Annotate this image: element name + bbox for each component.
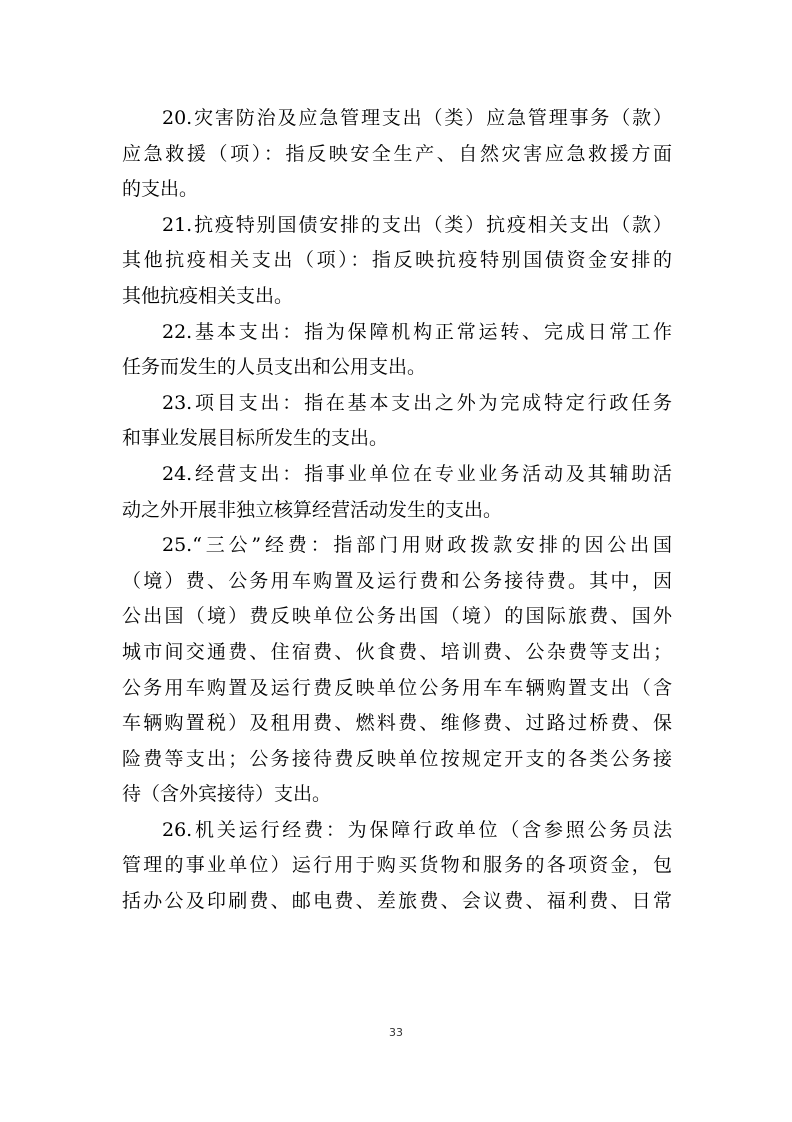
text-line: （境）费、公务用车购置及运行费和公务接待费。其中，因 bbox=[122, 569, 672, 592]
text-line: 的支出。 bbox=[122, 178, 199, 201]
text-line: 22.基本支出：指为保障机构正常运转、完成日常工作 bbox=[162, 320, 672, 343]
paragraph-item-20 bbox=[122, 101, 672, 208]
text-line: 括办公及印刷费、邮电费、差旅费、会议费、福利费、日常 bbox=[122, 890, 672, 913]
text-line: 险费等支出；公务接待费反映单位按规定开支的各类公务接 bbox=[122, 747, 672, 770]
text-line: 公出国（境）费反映单位公务出国（境）的国际旅费、国外 bbox=[122, 605, 672, 628]
text-line: 公务用车购置及运行费反映单位公务用车车辆购置支出（含 bbox=[122, 676, 672, 699]
text-line: 20.灾害防治及应急管理支出（类）应急管理事务（款） bbox=[162, 107, 672, 129]
text-line: 其他抗疫相关支出。 bbox=[122, 284, 294, 307]
page-number: 33 bbox=[389, 1026, 403, 1039]
text-line: 应急救援（项）：指反映安全生产、自然灾害应急救援方面 bbox=[122, 142, 672, 165]
text-line: 26.机关运行经费：为保障行政单位（含参照公务员法 bbox=[162, 818, 672, 841]
text-line: 城市间交通费、住宿费、伙食费、培训费、公杂费等支出； bbox=[122, 640, 672, 663]
text-line: 23.项目支出：指在基本支出之外为完成特定行政任务 bbox=[162, 391, 672, 414]
text-line: 其他抗疫相关支出（项）：指反映抗疫特别国债资金安排的 bbox=[122, 249, 672, 272]
text-line: 管理的事业单位）运行用于购买货物和服务的各项资金，包 bbox=[122, 854, 672, 877]
paragraph-item-25 bbox=[122, 528, 672, 813]
text-line: 动之外开展非独立核算经营活动发生的支出。 bbox=[122, 498, 503, 521]
document-body bbox=[122, 101, 672, 920]
text-line: 21.抗疫特别国债安排的支出（类）抗疫相关支出（款） bbox=[162, 213, 672, 236]
paragraph-item-24 bbox=[122, 457, 672, 528]
text-line: 待（含外宾接待）支出。 bbox=[122, 783, 332, 806]
text-line: 24.经营支出：指事业单位在专业业务活动及其辅助活 bbox=[162, 462, 672, 485]
paragraph-item-26 bbox=[122, 813, 672, 920]
text-line: 任务而发生的人员支出和公用支出。 bbox=[122, 356, 427, 379]
paragraph-item-23 bbox=[122, 386, 672, 457]
paragraph-item-22 bbox=[122, 315, 672, 386]
paragraph-item-21 bbox=[122, 208, 672, 315]
text-line: 和事业发展目标所发生的支出。 bbox=[122, 427, 389, 450]
text-line: 车辆购置税）及租用费、燃料费、维修费、过路过桥费、保 bbox=[122, 712, 672, 735]
text-line: 25.“三公”经费：指部门用财政拨款安排的因公出国 bbox=[162, 534, 672, 557]
